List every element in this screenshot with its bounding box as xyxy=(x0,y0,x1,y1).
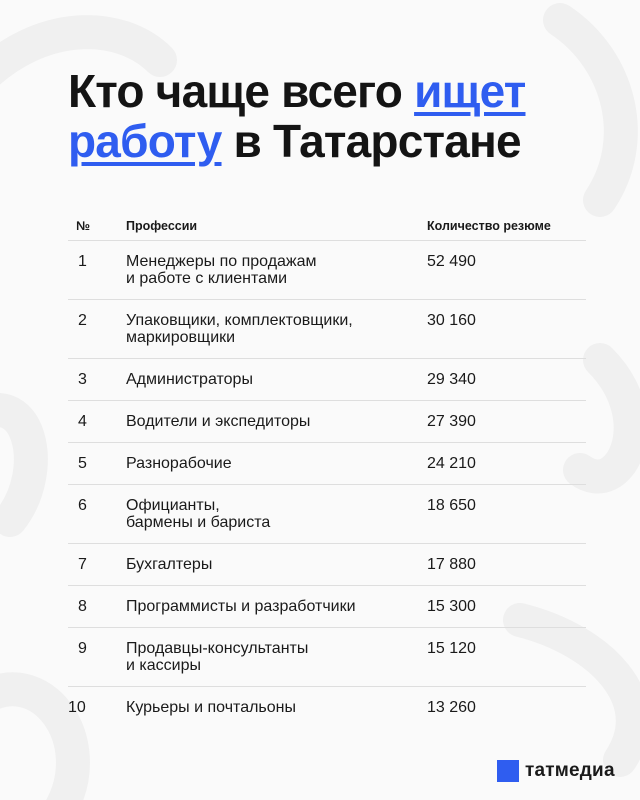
row-profession: Упаковщики, комплектовщики, маркировщики xyxy=(126,312,353,346)
brand-name: татмедиа xyxy=(525,760,615,781)
table-row xyxy=(68,485,586,544)
row-num: 1 xyxy=(78,253,87,270)
row-count: 17 880 xyxy=(427,556,476,573)
row-num: 9 xyxy=(78,640,87,657)
table-row xyxy=(68,241,586,300)
row-count: 18 650 xyxy=(427,497,476,514)
row-profession: Продавцы-консультанты и кассиры xyxy=(126,640,309,674)
table-header xyxy=(68,212,586,241)
title-line-1: Кто чаще всего ищет xyxy=(68,65,526,117)
brand-square-icon xyxy=(497,760,519,782)
table-row xyxy=(68,586,586,628)
row-profession: Администраторы xyxy=(126,371,253,388)
header-count: Количество резюме xyxy=(427,219,551,233)
title-highlight-2: работу xyxy=(68,115,222,167)
row-num: 7 xyxy=(78,556,87,573)
table-row xyxy=(68,544,586,586)
row-num: 4 xyxy=(78,413,87,430)
table-row xyxy=(68,443,586,485)
table-row xyxy=(68,300,586,359)
row-count: 15 120 xyxy=(427,640,476,657)
row-profession: Курьеры и почтальоны xyxy=(126,699,296,716)
row-count: 52 490 xyxy=(427,253,476,270)
table-row xyxy=(68,687,586,729)
row-profession: Водители и экспедиторы xyxy=(126,413,311,430)
row-num: 10 xyxy=(68,699,86,716)
professions-table xyxy=(68,212,586,729)
row-num: 5 xyxy=(78,455,87,472)
title-line-2: работу в Татарстане xyxy=(68,115,521,167)
row-count: 24 210 xyxy=(427,455,476,472)
header-profession: Профессии xyxy=(126,219,198,233)
row-profession: Официанты, бармены и бариста xyxy=(126,497,271,531)
row-profession: Программисты и разработчики xyxy=(126,598,356,615)
row-count: 27 390 xyxy=(427,413,476,430)
table-row xyxy=(68,628,586,687)
row-profession: Менеджеры по продажам и работе с клиентами xyxy=(126,253,317,287)
header-num: № xyxy=(76,219,90,233)
row-profession: Разнорабочие xyxy=(126,455,232,472)
row-num: 2 xyxy=(78,312,87,329)
title-highlight-1: ищет xyxy=(414,65,526,117)
row-num: 8 xyxy=(78,598,87,615)
row-num: 6 xyxy=(78,497,87,514)
table-row xyxy=(68,401,586,443)
page-title xyxy=(68,66,525,166)
row-count: 13 260 xyxy=(427,699,476,716)
row-count: 30 160 xyxy=(427,312,476,329)
table-row xyxy=(68,359,586,401)
brand-logo xyxy=(497,760,615,782)
row-num: 3 xyxy=(78,371,87,388)
row-count: 15 300 xyxy=(427,598,476,615)
row-profession: Бухгалтеры xyxy=(126,556,213,573)
row-count: 29 340 xyxy=(427,371,476,388)
